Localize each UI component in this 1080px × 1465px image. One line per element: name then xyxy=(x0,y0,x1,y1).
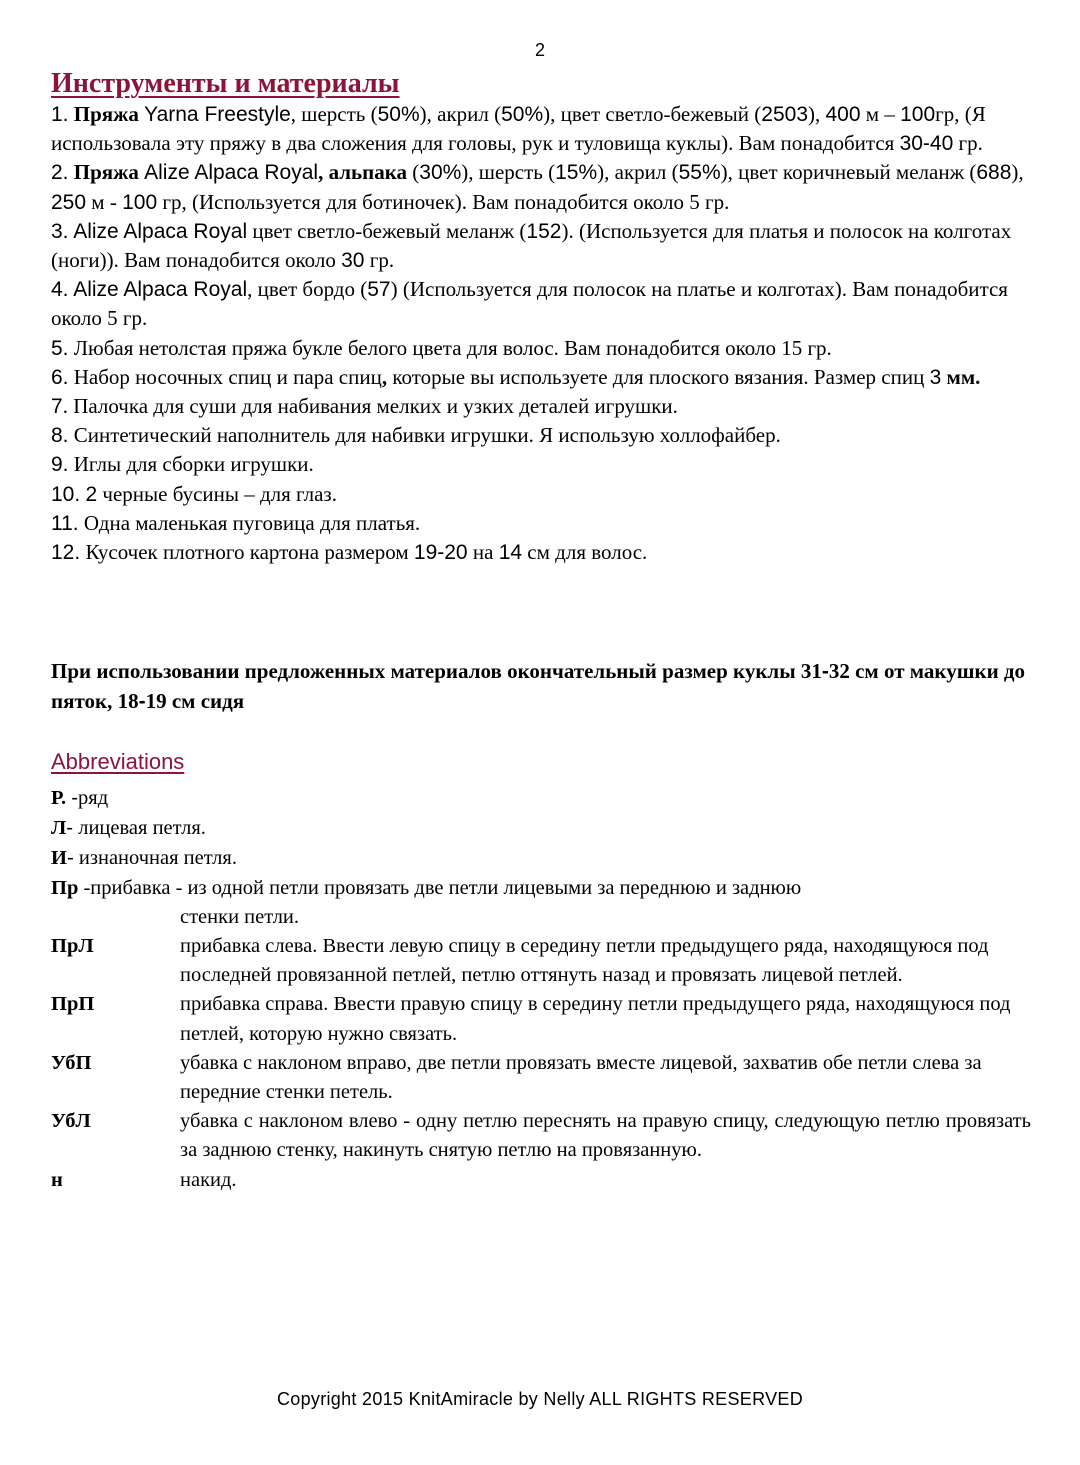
item-number: 10. xyxy=(51,482,81,506)
text-span: черные бусины – для глаз. xyxy=(97,481,337,506)
text-span: 400 xyxy=(825,103,861,126)
text-span: , xyxy=(381,364,388,389)
abbr-text: -прибавка - из одной петли провязать две петли лицевыми за переднюю и заднюю xyxy=(78,876,802,899)
text-span: ), xyxy=(808,102,826,126)
material-item-3 xyxy=(51,217,1031,275)
text-span: 688 xyxy=(976,161,1012,185)
abbr-key: Пр xyxy=(51,876,79,899)
abbr-item-knit xyxy=(51,813,1031,843)
material-item-6 xyxy=(51,363,1031,392)
text-span: 152 xyxy=(526,219,562,243)
text-span: , шерсть ( xyxy=(290,102,378,126)
abbr-text: накид. xyxy=(180,1168,237,1191)
text-span: При использовании предложенных материалов окончательный размер куклы 31 xyxy=(51,659,822,683)
abbr-text: прибавка справа. Ввести правую спицу в середину петли предыдущего ряда, находящуюся под петлей, которую нужно связать. xyxy=(180,993,1011,1045)
text-span: - xyxy=(138,689,146,713)
material-item-12 xyxy=(51,538,1031,567)
material-item-9 xyxy=(51,450,1031,479)
text-span: - xyxy=(71,786,79,809)
text-span: м – xyxy=(860,102,901,126)
abbr-item-yo xyxy=(51,1166,1031,1195)
abbr-item-purl xyxy=(51,843,1031,873)
material-item-2 xyxy=(51,158,1031,216)
page-number: 2 xyxy=(534,40,545,60)
item-number: 5. xyxy=(51,336,69,360)
text-span: 32 см от макушки до пяток, 18 xyxy=(51,659,1026,713)
text-span: ), xyxy=(1011,160,1024,185)
text-span: ), акрил ( xyxy=(597,160,679,185)
text-span: см для волос. xyxy=(522,540,648,565)
abbr-text: ряд xyxy=(78,787,109,809)
materials-title: Инструменты и материалы xyxy=(51,68,400,99)
text-span: гр, (Я использовала эту пряжу в два сложения для головы, рук и туловища куклы). Вам понадобится xyxy=(51,102,986,156)
text-span: ( xyxy=(407,160,420,185)
text-span: Любая нетолстая пряжа букле белого цвета для волос. Вам понадобится около 15 гр. xyxy=(68,335,832,360)
abbr-key: н xyxy=(51,1168,63,1191)
item-number: 2. xyxy=(51,161,69,185)
text-span: 57 xyxy=(367,278,391,302)
abbr-key: УбЛ xyxy=(51,1110,91,1133)
text-span: Набор носочных спиц и пара спиц xyxy=(68,364,382,389)
text-span: ), цвет светло-бежевый ( xyxy=(543,102,762,126)
abbr-key: ПрЛ xyxy=(51,935,94,958)
abbr-key: Л xyxy=(51,817,67,840)
abbreviations-title: Abbreviations xyxy=(51,749,185,774)
text-span: 19 см сидя xyxy=(145,688,245,713)
abbr-text: лицевая петля. xyxy=(73,817,206,840)
item-number: 1. xyxy=(51,103,69,126)
abbr-item-increase-cont: стенки петли. xyxy=(180,905,300,928)
item-number: 4. xyxy=(51,278,69,302)
abbr-item-ubp xyxy=(51,1049,1031,1107)
text-span: гр, (Используется для ботиночек). Вам понадобится около 5 гр. xyxy=(157,189,730,214)
text-span: 14 xyxy=(498,541,523,565)
material-item-7 xyxy=(51,392,1031,421)
text-span: ), цвет коричневый меланж ( xyxy=(720,160,977,185)
text-span: Синтетический наполнитель для набивки игрушки. Я использую холлофайбер. xyxy=(68,423,781,448)
abbr-item-prl xyxy=(51,932,1031,990)
abbr-item-increase xyxy=(51,874,1031,903)
text-span: 50% xyxy=(501,103,544,126)
text-span: мм. xyxy=(941,364,981,389)
text-span: 15% xyxy=(555,161,598,185)
material-item-11 xyxy=(51,509,1031,538)
text-span: 100 xyxy=(122,190,158,214)
item-number: 3. xyxy=(51,219,69,243)
text-span: Пряжа xyxy=(68,160,145,185)
abbr-key: Р. xyxy=(51,787,72,809)
text-span: Иглы для сборки игрушки. xyxy=(68,452,314,477)
material-item-10 xyxy=(51,480,1031,509)
text-span: 30% xyxy=(419,161,462,185)
text-span: ) (Используется для полосок на платье и колготах). Вам понадобится около 5 гр. xyxy=(51,277,1008,331)
text-span: - xyxy=(66,816,74,840)
text-span: 100 xyxy=(900,103,936,126)
text-span: 2 xyxy=(85,482,98,506)
material-item-8 xyxy=(51,421,1031,450)
item-number: 11. xyxy=(51,511,79,535)
item-number: 7 xyxy=(51,395,63,419)
text-span: на xyxy=(467,540,499,565)
text-span: 2503 xyxy=(761,103,808,126)
text-span: Alize Alpaca Royal xyxy=(144,161,319,185)
text-span: Пряжа xyxy=(68,102,145,126)
abbr-item-ubl xyxy=(51,1107,1031,1165)
text-span: - xyxy=(821,660,829,683)
abbr-text: прибавка слева. Ввести левую спицу в середину петли предыдущего ряда, находящуюся под последней провязанной петлей, петлю оттянуть назад и провязать лицевой петлей. xyxy=(180,935,989,987)
text-span: ). (Используется для платья и полосок на колготах (ноги)). Вам понадобится около xyxy=(51,218,1012,273)
text-span: гр. xyxy=(364,248,395,273)
abbr-item-prp xyxy=(51,990,1031,1048)
final-size-note xyxy=(51,657,1036,716)
text-span: которые вы используете для плоского вязания. Размер спиц xyxy=(387,364,930,389)
text-span: 30-40 xyxy=(899,132,954,156)
text-span: - xyxy=(66,846,74,870)
text-span: Одна маленькая пуговица для платья. xyxy=(78,510,421,535)
text-span: 3 xyxy=(929,365,942,389)
abbr-text: убавка с наклоном влево - одну петлю переснять на правую спицу, следующую петлю провязать за заднюю стенку, накинуть снятую петлю на провязанную. xyxy=(180,1110,1031,1162)
item-number: 12. xyxy=(51,541,81,565)
item-number: 6. xyxy=(51,365,69,389)
text-span: 50% xyxy=(377,103,420,126)
abbr-item-row xyxy=(51,783,1031,813)
text-span: . Палочка для суши для набивания мелких и узких деталей игрушки. xyxy=(62,394,678,419)
text-span: Кусочек плотного картона размером xyxy=(80,540,414,565)
text-span: , цвет бордо ( xyxy=(247,277,368,302)
item-number: 8. xyxy=(51,424,69,448)
abbr-key: УбП xyxy=(51,1051,92,1074)
material-item-4 xyxy=(51,275,1031,333)
text-span: цвет светло-бежевый меланж ( xyxy=(247,218,527,243)
text-span: 30 xyxy=(341,249,365,273)
text-span: Alize Alpaca Royal xyxy=(68,278,248,302)
abbr-text: убавка с наклоном вправо, две петли провязать вместе лицевой, захватив обе петли слева за передние стенки петель. xyxy=(180,1051,982,1104)
text-span: 55% xyxy=(678,161,721,185)
item-number: 9. xyxy=(51,453,69,477)
material-item-5 xyxy=(51,334,1031,363)
text-span: ), акрил ( xyxy=(419,102,502,126)
text-span: м - xyxy=(86,189,123,214)
materials-list xyxy=(51,100,1031,567)
text-span: 19-20 xyxy=(413,541,468,565)
text-span: 250 xyxy=(51,190,87,214)
text-span: Yarna Freestyle xyxy=(144,103,291,126)
text-span: гр. xyxy=(953,131,983,156)
copyright-footer: Copyright 2015 KnitAmiracle by Nelly ALL RIGHTS RESERVED xyxy=(276,1389,803,1409)
abbr-key: ПрП xyxy=(51,993,95,1016)
abbr-key: И xyxy=(51,847,67,870)
abbreviations-list xyxy=(51,783,1031,1195)
abbr-text: изнаночная петля. xyxy=(73,847,237,870)
text-span: ), шерсть ( xyxy=(461,160,556,185)
text-span: , альпака xyxy=(318,160,408,185)
material-item-1 xyxy=(51,100,1031,158)
text-span: Alize Alpaca Royal xyxy=(68,219,248,243)
